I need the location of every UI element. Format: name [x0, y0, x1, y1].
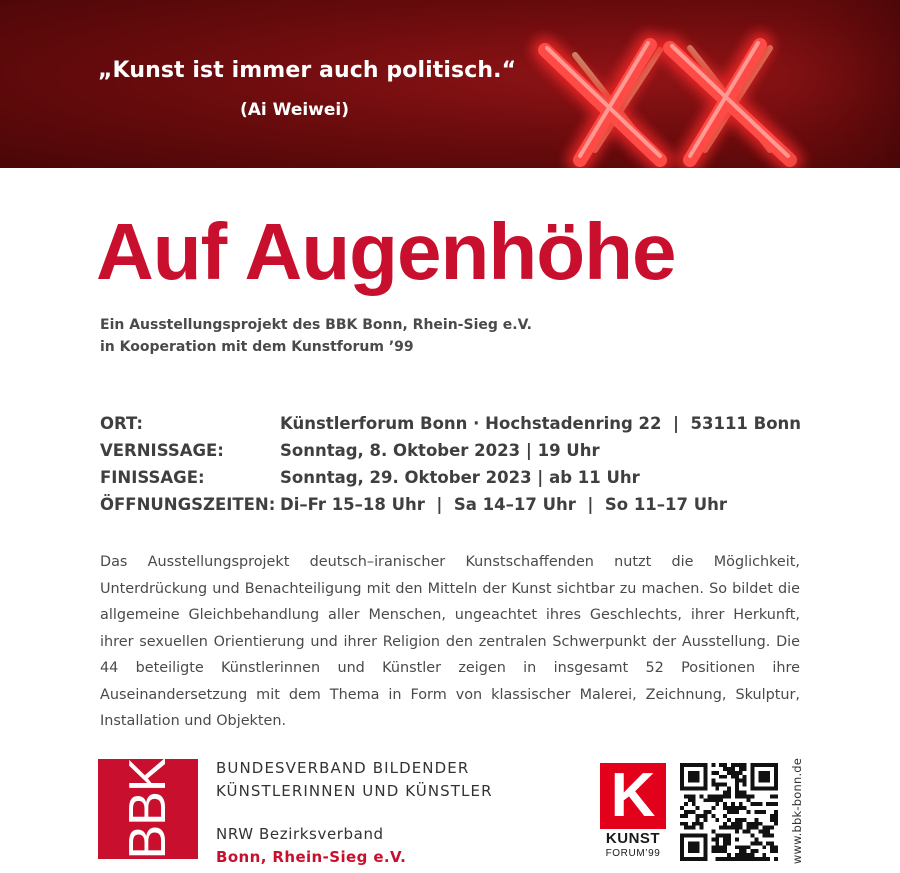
info-value: Sonntag, 29. Oktober 2023 | ab 11 Uhr [280, 468, 640, 487]
neon-x-artwork [0, 0, 900, 168]
org-district: NRW Bezirksverband [216, 825, 384, 843]
org-name-line-2: KÜNSTLERINNEN UND KÜNSTLER [216, 782, 493, 800]
bbk-logo-text: BBK [119, 758, 177, 860]
description-text: Das Ausstellungsprojekt deutsch–iranischer Kunstschaffenden nutzt die Möglichkeit, Unterdrückung und Benachteiligung mit den Mitteln der Kunst sichtbar zu machen. So bildet die allgemeine Gleichbehandlung aller Menschen, ungeachtet ihres Geschlechts, ihrer Herkunft, ihrer sexuellen Orientierung und ihrer Religion den zentralen Schwerpunkt der Ausstellung. Die 44 beteiligte Künstlerinnen und Künstler zeigen in insgesamt 52 Positionen ihre Auseinandersetzung mit dem Thema in Form von klassischer Malerei, Zeichnung, Skulptur, Installation und Objekten. [100, 554, 800, 729]
website-url[interactable] [789, 757, 805, 865]
subtitle [100, 314, 532, 358]
info-label: ÖFFNUNGSZEITEN: [100, 495, 276, 514]
qr-code-icon[interactable] [680, 763, 778, 861]
org-name-line-1: BUNDESVERBAND BILDENDER [216, 759, 470, 777]
banner-quote-author: (Ai Weiwei) [240, 100, 350, 120]
subtitle-line-1: Ein Ausstellungsprojekt des BBK Bonn, Rhein-Sieg e.V. [100, 317, 532, 333]
kunstforum-logo-word: KUNST [605, 830, 661, 847]
banner-quote: „Kunst ist immer auch politisch.“ [98, 58, 517, 83]
website-url-text[interactable]: www.bbk-bonn.de [790, 757, 804, 865]
page-title: Auf Augenhöhe [96, 207, 676, 296]
info-value: Di–Fr 15–18 Uhr | Sa 14–17 Uhr | So 11–17 Uhr [280, 495, 728, 514]
info-label: FINISSAGE: [100, 468, 205, 487]
header-banner [0, 0, 900, 168]
info-value: Sonntag, 8. Oktober 2023 | 19 Uhr [280, 441, 600, 460]
kunstforum-logo-sub: FORUM’99 [605, 848, 661, 859]
info-label: VERNISSAGE: [100, 441, 224, 460]
kunstforum-logo [600, 763, 666, 863]
info-value: Künstlerforum Bonn · Hochstadenring 22 | 53111 Bonn [280, 414, 802, 433]
org-region: Bonn, Rhein-Sieg e.V. [216, 848, 407, 866]
kunstforum-logo-letter: K [610, 761, 656, 830]
subtitle-line-2: in Kooperation mit dem Kunstforum ’99 [100, 339, 414, 355]
bbk-logo [98, 759, 198, 859]
kunstforum-logo-box [600, 763, 666, 829]
info-label: ORT: [100, 414, 143, 433]
